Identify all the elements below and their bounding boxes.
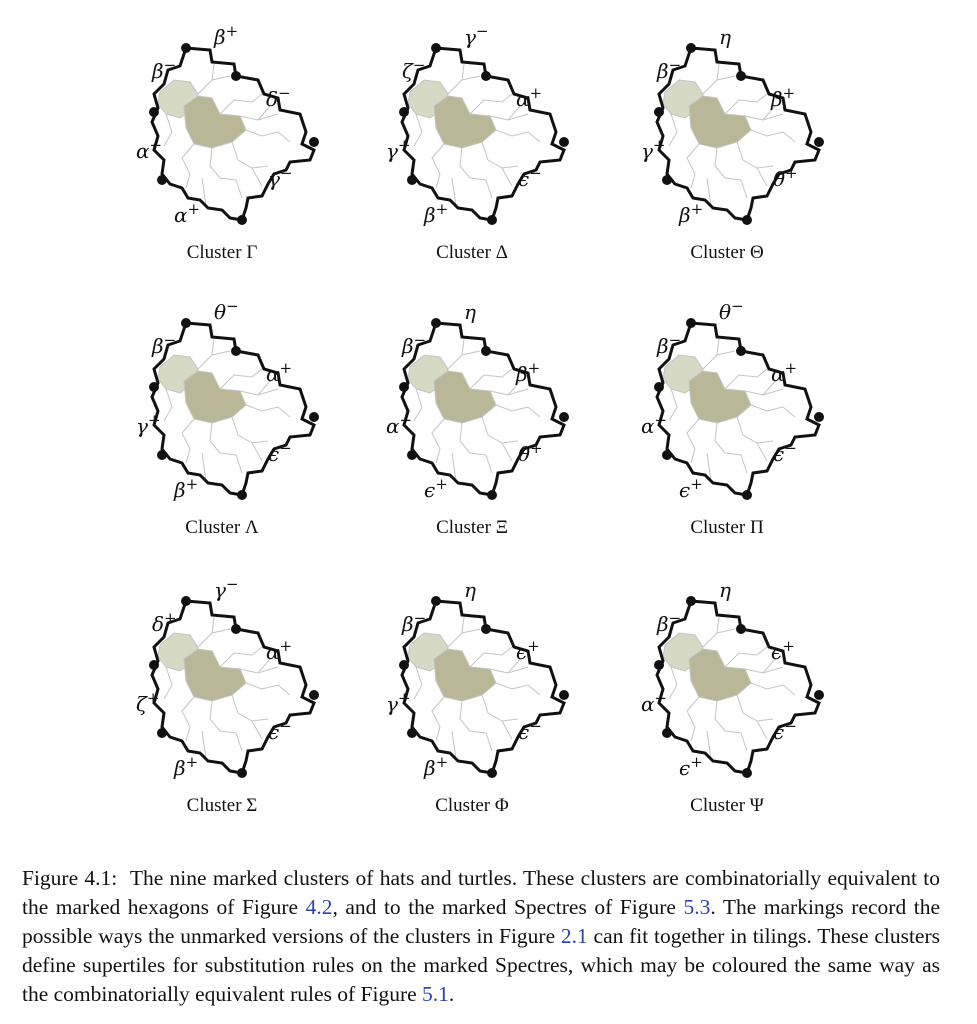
figure-caption	[22, 864, 940, 1009]
cluster-drawing	[352, 10, 592, 240]
edge-label-sign: −	[731, 297, 744, 315]
edge-label: η	[719, 25, 731, 49]
edge-label-sign: +	[690, 753, 703, 771]
marker-dot	[559, 690, 569, 700]
edge-label: ϵ−	[268, 717, 292, 744]
marker-dot	[662, 728, 672, 738]
marker-dot	[231, 624, 241, 634]
edge-label: η	[719, 578, 731, 602]
edge-label: α+	[266, 637, 293, 664]
edge-label: α+	[516, 84, 543, 111]
cluster-name: Cluster Δ	[436, 242, 508, 263]
edge-label: γ+	[136, 411, 161, 438]
edge-label-sign: −	[149, 136, 163, 154]
edge-label: β+	[174, 753, 199, 780]
marker-dot	[149, 382, 159, 392]
cluster-name: Cluster Γ	[186, 242, 258, 263]
marker-dot	[662, 450, 672, 460]
edge-label-sign: −	[784, 439, 797, 457]
cluster-cell	[102, 10, 342, 280]
edge-label: β+	[679, 200, 704, 227]
edge-label: α+	[174, 200, 201, 227]
edge-label-sign: +	[530, 439, 543, 457]
marker-dot	[309, 690, 319, 700]
edge-label: α−	[641, 689, 668, 716]
marker-dot	[399, 382, 409, 392]
edge-label: β+	[214, 22, 239, 49]
edge-label: α−	[136, 136, 163, 163]
marker-dot	[431, 596, 441, 606]
cluster-cell	[102, 285, 342, 555]
marker-dot	[181, 318, 191, 328]
marker-dot	[399, 660, 409, 670]
edge-label: β−	[402, 331, 427, 358]
edge-label: ϵ+	[516, 637, 540, 664]
edge-label-sign: +	[527, 359, 541, 377]
marker-dot	[736, 346, 746, 356]
edge-label: γ+	[641, 136, 666, 163]
edge-label: β−	[152, 56, 177, 83]
edge-label: γ+	[386, 689, 411, 716]
edge-label-sign: −	[475, 22, 489, 40]
edge-label: η	[464, 578, 476, 602]
edge-label: θ−	[214, 297, 239, 324]
edge-label-sign: −	[225, 575, 239, 593]
edge-label: β−	[657, 56, 682, 83]
cluster-drawing	[607, 10, 847, 240]
edge-label: β+	[424, 753, 449, 780]
marker-dot	[662, 175, 672, 185]
edge-label-sign: +	[435, 200, 449, 218]
edge-label-sign: −	[279, 439, 292, 457]
marker-dot	[481, 624, 491, 634]
edge-label: ϵ−	[518, 164, 542, 191]
marker-dot	[654, 382, 664, 392]
edge-label: γ−	[268, 164, 293, 191]
marker-dot	[814, 412, 824, 422]
marker-dot	[309, 412, 319, 422]
cluster-name: Cluster Σ	[186, 795, 258, 816]
figure-link[interactable]: 4.2	[305, 895, 333, 919]
marker-dot	[149, 107, 159, 117]
marker-dot	[487, 215, 497, 225]
edge-label: ζ−	[402, 56, 426, 83]
edge-label: ϵ−	[268, 439, 292, 466]
edge-label: ζ+	[136, 689, 160, 716]
edge-label-sign: +	[147, 411, 161, 429]
edge-label-sign: −	[668, 331, 682, 349]
edge-label: δ−	[266, 84, 291, 111]
edge-label-sign: −	[654, 411, 668, 429]
marker-dot	[431, 318, 441, 328]
cluster-drawing	[607, 285, 847, 515]
cluster-name: Cluster Π	[690, 517, 764, 538]
edge-label-sign: −	[529, 717, 542, 735]
marker-dot	[181, 43, 191, 53]
edge-label-sign: −	[163, 56, 177, 74]
marker-dot	[559, 412, 569, 422]
cluster-cell	[352, 10, 592, 280]
edge-label: β+	[771, 84, 796, 111]
edge-label-sign: +	[225, 22, 239, 40]
edge-label: ϵ+	[771, 637, 795, 664]
cluster-name: Cluster Θ	[690, 242, 764, 263]
edge-label-sign: +	[784, 359, 798, 377]
edge-label-sign: −	[279, 717, 292, 735]
edge-label: γ+	[386, 136, 411, 163]
edge-label: η	[464, 300, 476, 324]
cluster-cell	[607, 563, 847, 833]
cluster-drawing	[102, 563, 342, 793]
edge-label-sign: +	[782, 637, 795, 655]
cluster-drawing	[352, 563, 592, 793]
edge-label: β−	[657, 609, 682, 636]
marker-dot	[686, 43, 696, 53]
marker-dot	[407, 450, 417, 460]
edge-label-sign: −	[163, 331, 177, 349]
marker-dot	[481, 346, 491, 356]
cluster-name: Cluster Ξ	[436, 517, 508, 538]
cluster-cell	[102, 563, 342, 833]
edge-label-sign: +	[397, 689, 411, 707]
cluster-cell	[607, 285, 847, 555]
edge-label-sign: +	[185, 753, 199, 771]
marker-dot	[149, 660, 159, 670]
edge-label-sign: −	[399, 411, 413, 429]
edge-label: α+	[266, 359, 293, 386]
marker-dot	[686, 596, 696, 606]
edge-label-sign: +	[690, 475, 703, 493]
edge-label-sign: +	[279, 637, 293, 655]
edge-label: ϵ−	[518, 717, 542, 744]
caption-prefix: Figure 4.1:	[22, 866, 118, 890]
marker-dot	[157, 175, 167, 185]
edge-label: β+	[424, 200, 449, 227]
caption-text: The nine marked clusters of hats and turtles. These clusters are combinatorially equivalent to the marked hexagons of Figure	[22, 866, 941, 919]
marker-dot	[487, 490, 497, 500]
caption-text: .	[448, 982, 455, 1006]
marker-dot	[736, 624, 746, 634]
edge-label: α+	[771, 359, 798, 386]
edge-label: θ−	[719, 297, 744, 324]
edge-label-sign: +	[690, 200, 704, 218]
marker-dot	[742, 768, 752, 778]
marker-dot	[231, 71, 241, 81]
edge-label-sign: +	[435, 753, 449, 771]
edge-label: γ−	[464, 22, 489, 49]
marker-dot	[814, 137, 824, 147]
edge-label-sign: +	[185, 475, 199, 493]
edge-label: θ+	[773, 164, 798, 191]
marker-dot	[399, 107, 409, 117]
marker-dot	[231, 346, 241, 356]
edge-label-sign: +	[279, 359, 293, 377]
edge-label-sign: +	[652, 136, 666, 154]
edge-label-sign: −	[413, 609, 427, 627]
caption-text: . The markings record the possible ways the unmarked versions of the clusters in Figure	[22, 895, 941, 948]
edge-label-sign: +	[785, 164, 798, 182]
marker-dot	[237, 215, 247, 225]
marker-dot	[487, 768, 497, 778]
marker-dot	[407, 175, 417, 185]
marker-dot	[237, 768, 247, 778]
edge-label-sign: +	[164, 609, 177, 627]
marker-dot	[407, 728, 417, 738]
edge-label: ϵ+	[424, 475, 448, 502]
edge-label-sign: +	[782, 84, 796, 102]
edge-label-sign: +	[146, 689, 160, 707]
marker-dot	[481, 71, 491, 81]
cluster-drawing	[352, 285, 592, 515]
cluster-drawing	[102, 10, 342, 240]
edge-label-sign: −	[226, 297, 239, 315]
edge-label: ϵ+	[679, 753, 703, 780]
edge-label: ϵ−	[773, 439, 797, 466]
edge-label-sign: −	[413, 331, 427, 349]
cluster-drawing	[102, 285, 342, 515]
edge-label: β−	[402, 609, 427, 636]
marker-dot	[309, 137, 319, 147]
edge-label-sign: +	[435, 475, 448, 493]
edge-label: β+	[174, 475, 199, 502]
edge-label-sign: +	[529, 84, 543, 102]
edge-label: θ+	[518, 439, 543, 466]
edge-label: α−	[641, 411, 668, 438]
marker-dot	[431, 43, 441, 53]
marker-dot	[742, 215, 752, 225]
cluster-cell	[352, 563, 592, 833]
edge-label-sign: −	[668, 609, 682, 627]
marker-dot	[736, 71, 746, 81]
edge-label-sign: −	[279, 164, 293, 182]
edge-label: ϵ−	[773, 717, 797, 744]
edge-label-sign: +	[397, 136, 411, 154]
marker-dot	[157, 450, 167, 460]
marker-dot	[157, 728, 167, 738]
marker-dot	[559, 137, 569, 147]
edge-label: γ−	[214, 575, 239, 602]
marker-dot	[654, 107, 664, 117]
marker-dot	[814, 690, 824, 700]
figure-link[interactable]: 5.1	[422, 982, 449, 1006]
cluster-cell	[607, 10, 847, 280]
edge-label: β−	[152, 331, 177, 358]
edge-label-sign: +	[527, 637, 540, 655]
caption-text: can fit together in tilings. These clusters define supertiles for substitution rules on the marked Spectres, which may be coloured the same way as the combinatorially equivalent rules of Figure	[22, 924, 940, 1006]
edge-label: β−	[657, 331, 682, 358]
marker-dot	[686, 318, 696, 328]
edge-label: α−	[386, 411, 413, 438]
marker-dot	[654, 660, 664, 670]
edge-label: δ+	[152, 609, 177, 636]
figure-link[interactable]: 2.1	[560, 924, 588, 948]
figure-link[interactable]: 5.3	[683, 895, 711, 919]
cluster-drawing	[607, 563, 847, 793]
edge-label: β+	[516, 359, 541, 386]
edge-label-sign: −	[668, 56, 682, 74]
caption-text: , and to the marked Spectres of Figure	[332, 895, 684, 919]
edge-label-sign: −	[529, 164, 542, 182]
cluster-name: Cluster Ψ	[690, 795, 764, 816]
edge-label-sign: −	[784, 717, 797, 735]
edge-label: ϵ+	[679, 475, 703, 502]
cluster-name: Cluster Λ	[185, 517, 259, 538]
cluster-name: Cluster Φ	[435, 795, 509, 816]
marker-dot	[742, 490, 752, 500]
edge-label-sign: −	[654, 689, 668, 707]
cluster-cell	[352, 285, 592, 555]
edge-label-sign: −	[278, 84, 291, 102]
marker-dot	[237, 490, 247, 500]
edge-label-sign: −	[412, 56, 426, 74]
edge-label-sign: +	[187, 200, 201, 218]
marker-dot	[181, 596, 191, 606]
